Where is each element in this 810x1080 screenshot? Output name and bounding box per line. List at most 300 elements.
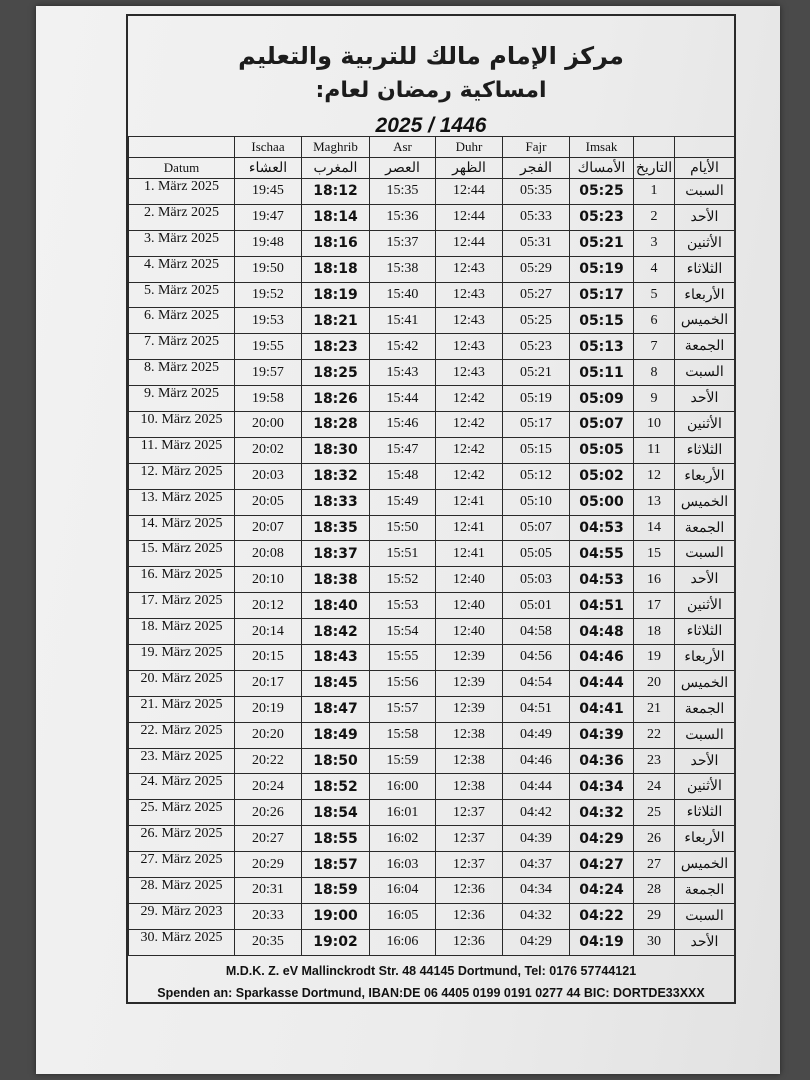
cell-ischaa: 20:26 (235, 800, 302, 826)
cell-maghrib: 18:32 (302, 463, 370, 489)
cell-fajr: 04:46 (503, 748, 570, 774)
header-row-latin (129, 137, 735, 158)
header-maghrib-ar: المغرب (302, 158, 370, 179)
cell-duhr: 12:40 (436, 567, 503, 593)
cell-fajr: 04:56 (503, 645, 570, 671)
header-fajr: Fajr (503, 137, 570, 158)
cell-asr: 15:38 (370, 256, 436, 282)
table-row (129, 748, 735, 774)
table-row (129, 412, 735, 438)
cell-duhr: 12:39 (436, 645, 503, 671)
cell-day: الأثنين (675, 774, 735, 800)
cell-datum: 27. März 2025 (129, 852, 235, 878)
cell-num: 7 (634, 334, 675, 360)
cell-maghrib: 18:57 (302, 852, 370, 878)
cell-asr: 15:47 (370, 437, 436, 463)
prayer-times-table (128, 136, 735, 956)
cell-asr: 16:00 (370, 774, 436, 800)
cell-day: السبت (675, 179, 735, 205)
cell-fajr: 04:54 (503, 670, 570, 696)
cell-asr: 15:50 (370, 515, 436, 541)
cell-datum: 1. März 2025 (129, 179, 235, 205)
cell-ischaa: 20:10 (235, 567, 302, 593)
cell-duhr: 12:42 (436, 386, 503, 412)
cell-datum: 15. März 2025 (129, 541, 235, 567)
cell-maghrib: 18:40 (302, 593, 370, 619)
cell-duhr: 12:43 (436, 308, 503, 334)
cell-day: الثلاثاء (675, 437, 735, 463)
cell-day: الأحد (675, 386, 735, 412)
cell-maghrib: 18:50 (302, 748, 370, 774)
cell-duhr: 12:43 (436, 256, 503, 282)
cell-fajr: 05:01 (503, 593, 570, 619)
cell-ischaa: 19:47 (235, 204, 302, 230)
header-ischaa-ar: العشاء (235, 158, 302, 179)
cell-asr: 16:01 (370, 800, 436, 826)
cell-imsak: 05:02 (570, 463, 634, 489)
cell-num: 1 (634, 179, 675, 205)
cell-maghrib: 18:19 (302, 282, 370, 308)
cell-datum: 18. März 2025 (129, 619, 235, 645)
cell-fajr: 05:12 (503, 463, 570, 489)
cell-num: 11 (634, 437, 675, 463)
cell-ischaa: 20:20 (235, 722, 302, 748)
cell-asr: 15:41 (370, 308, 436, 334)
cell-datum: 20. März 2025 (129, 670, 235, 696)
cell-imsak: 04:39 (570, 722, 634, 748)
cell-datum: 2. März 2025 (129, 204, 235, 230)
cell-datum: 30. März 2025 (129, 929, 235, 955)
cell-day: الخميس (675, 852, 735, 878)
cell-ischaa: 19:50 (235, 256, 302, 282)
cell-imsak: 05:07 (570, 412, 634, 438)
header-blank (675, 137, 735, 158)
cell-day: الثلاثاء (675, 256, 735, 282)
header-asr-ar: العصر (370, 158, 436, 179)
cell-datum: 6. März 2025 (129, 308, 235, 334)
cell-duhr: 12:41 (436, 541, 503, 567)
cell-imsak: 04:19 (570, 929, 634, 955)
table-row (129, 645, 735, 671)
cell-ischaa: 20:15 (235, 645, 302, 671)
cell-imsak: 05:17 (570, 282, 634, 308)
cell-num: 24 (634, 774, 675, 800)
cell-maghrib: 18:52 (302, 774, 370, 800)
cell-duhr: 12:37 (436, 852, 503, 878)
cell-num: 19 (634, 645, 675, 671)
cell-day: الجمعة (675, 696, 735, 722)
cell-num: 14 (634, 515, 675, 541)
cell-fajr: 04:42 (503, 800, 570, 826)
cell-maghrib: 18:35 (302, 515, 370, 541)
cell-imsak: 04:53 (570, 515, 634, 541)
cell-day: الأحد (675, 929, 735, 955)
cell-datum: 24. März 2025 (129, 774, 235, 800)
table-row (129, 282, 735, 308)
cell-fajr: 05:25 (503, 308, 570, 334)
cell-imsak: 05:11 (570, 360, 634, 386)
cell-imsak: 04:32 (570, 800, 634, 826)
cell-duhr: 12:39 (436, 670, 503, 696)
cell-num: 16 (634, 567, 675, 593)
cell-maghrib: 19:00 (302, 903, 370, 929)
cell-num: 2 (634, 204, 675, 230)
cell-asr: 15:58 (370, 722, 436, 748)
cell-num: 22 (634, 722, 675, 748)
cell-duhr: 12:37 (436, 826, 503, 852)
cell-datum: 16. März 2025 (129, 567, 235, 593)
cell-fajr: 04:34 (503, 878, 570, 904)
cell-fajr: 05:15 (503, 437, 570, 463)
cell-datum: 5. März 2025 (129, 282, 235, 308)
cell-ischaa: 20:35 (235, 929, 302, 955)
cell-fajr: 04:44 (503, 774, 570, 800)
cell-day: الأربعاء (675, 282, 735, 308)
cell-imsak: 04:46 (570, 645, 634, 671)
cell-datum: 10. März 2025 (129, 412, 235, 438)
cell-maghrib: 18:23 (302, 334, 370, 360)
cell-fajr: 04:51 (503, 696, 570, 722)
header-datum: Datum (129, 158, 235, 179)
table-row (129, 826, 735, 852)
cell-num: 15 (634, 541, 675, 567)
table-row (129, 541, 735, 567)
cell-duhr: 12:38 (436, 774, 503, 800)
cell-ischaa: 20:17 (235, 670, 302, 696)
cell-ischaa: 20:00 (235, 412, 302, 438)
cell-asr: 15:49 (370, 489, 436, 515)
cell-ischaa: 20:07 (235, 515, 302, 541)
cell-num: 8 (634, 360, 675, 386)
cell-maghrib: 18:45 (302, 670, 370, 696)
cell-day: الجمعة (675, 515, 735, 541)
footer-address: M.D.K. Z. eV Mallinckrodt Str. 48 44145 Dortmund, Tel: 0176 57744121 (225, 964, 637, 978)
cell-asr: 15:55 (370, 645, 436, 671)
cell-num: 29 (634, 903, 675, 929)
cell-duhr: 12:43 (436, 334, 503, 360)
cell-ischaa: 19:53 (235, 308, 302, 334)
cell-asr: 16:04 (370, 878, 436, 904)
cell-maghrib: 18:12 (302, 179, 370, 205)
header-days-ar: الأيام (675, 158, 735, 179)
cell-datum: 4. März 2025 (129, 256, 235, 282)
footer (128, 960, 734, 1004)
cell-datum: 26. März 2025 (129, 826, 235, 852)
header-ischaa: Ischaa (235, 137, 302, 158)
cell-ischaa: 19:57 (235, 360, 302, 386)
cell-ischaa: 20:08 (235, 541, 302, 567)
cell-day: الخميس (675, 489, 735, 515)
cell-datum: 13. März 2025 (129, 489, 235, 515)
cell-fajr: 04:49 (503, 722, 570, 748)
cell-ischaa: 20:29 (235, 852, 302, 878)
cell-fajr: 05:21 (503, 360, 570, 386)
cell-duhr: 12:42 (436, 412, 503, 438)
cell-duhr: 12:44 (436, 230, 503, 256)
header-imsak: Imsak (570, 137, 634, 158)
cell-day: الثلاثاء (675, 619, 735, 645)
cell-duhr: 12:43 (436, 360, 503, 386)
table-row (129, 619, 735, 645)
cell-maghrib: 18:25 (302, 360, 370, 386)
cell-datum: 3. März 2025 (129, 230, 235, 256)
cell-duhr: 12:41 (436, 515, 503, 541)
footer-bank-details: Spenden an: Sparkasse Dortmund, IBAN:DE 06 4405 0199 0191 0277 44 BIC: DORTDE33XXX (157, 986, 705, 1000)
cell-imsak: 05:00 (570, 489, 634, 515)
cell-asr: 15:52 (370, 567, 436, 593)
cell-day: السبت (675, 903, 735, 929)
cell-datum: 17. März 2025 (129, 593, 235, 619)
cell-day: الأربعاء (675, 826, 735, 852)
cell-num: 26 (634, 826, 675, 852)
cell-day: الخميس (675, 308, 735, 334)
cell-ischaa: 20:27 (235, 826, 302, 852)
cell-datum: 11. März 2025 (129, 437, 235, 463)
table-row (129, 929, 735, 955)
cell-ischaa: 19:58 (235, 386, 302, 412)
cell-duhr: 12:37 (436, 800, 503, 826)
cell-asr: 15:57 (370, 696, 436, 722)
cell-asr: 15:46 (370, 412, 436, 438)
cell-duhr: 12:40 (436, 593, 503, 619)
table-row (129, 179, 735, 205)
cell-imsak: 05:05 (570, 437, 634, 463)
cell-maghrib: 18:30 (302, 437, 370, 463)
cell-duhr: 12:36 (436, 929, 503, 955)
cell-day: الأربعاء (675, 463, 735, 489)
cell-duhr: 12:42 (436, 437, 503, 463)
cell-datum: 7. März 2025 (129, 334, 235, 360)
cell-fajr: 05:31 (503, 230, 570, 256)
cell-maghrib: 18:28 (302, 412, 370, 438)
cell-num: 30 (634, 929, 675, 955)
cell-fajr: 05:17 (503, 412, 570, 438)
cell-imsak: 05:19 (570, 256, 634, 282)
cell-duhr: 12:39 (436, 696, 503, 722)
cell-ischaa: 20:19 (235, 696, 302, 722)
cell-fajr: 04:32 (503, 903, 570, 929)
cell-asr: 15:36 (370, 204, 436, 230)
cell-ischaa: 20:24 (235, 774, 302, 800)
cell-maghrib: 18:21 (302, 308, 370, 334)
cell-ischaa: 19:52 (235, 282, 302, 308)
cell-imsak: 04:51 (570, 593, 634, 619)
cell-imsak: 04:29 (570, 826, 634, 852)
cell-datum: 14. März 2025 (129, 515, 235, 541)
cell-fajr: 05:07 (503, 515, 570, 541)
cell-fajr: 04:58 (503, 619, 570, 645)
cell-num: 21 (634, 696, 675, 722)
cell-num: 6 (634, 308, 675, 334)
table-row (129, 489, 735, 515)
cell-fajr: 05:35 (503, 179, 570, 205)
cell-day: الجمعة (675, 878, 735, 904)
cell-asr: 16:02 (370, 826, 436, 852)
cell-datum: 28. März 2025 (129, 878, 235, 904)
cell-datum: 25. März 2025 (129, 800, 235, 826)
cell-asr: 15:56 (370, 670, 436, 696)
header-duhr: Duhr (436, 137, 503, 158)
cell-imsak: 04:44 (570, 670, 634, 696)
table-row (129, 903, 735, 929)
cell-maghrib: 18:59 (302, 878, 370, 904)
cell-ischaa: 20:33 (235, 903, 302, 929)
cell-num: 28 (634, 878, 675, 904)
year-label: 2025 / 1446 (375, 114, 487, 137)
cell-maghrib: 18:26 (302, 386, 370, 412)
table-row (129, 256, 735, 282)
cell-duhr: 12:40 (436, 619, 503, 645)
header-blank (634, 137, 675, 158)
header-imsak-ar: الأمساك (570, 158, 634, 179)
table-row (129, 515, 735, 541)
cell-asr: 15:53 (370, 593, 436, 619)
cell-ischaa: 19:45 (235, 179, 302, 205)
cell-maghrib: 18:18 (302, 256, 370, 282)
cell-num: 25 (634, 800, 675, 826)
table-row (129, 308, 735, 334)
table-row (129, 204, 735, 230)
cell-num: 13 (634, 489, 675, 515)
cell-imsak: 04:34 (570, 774, 634, 800)
cell-duhr: 12:38 (436, 722, 503, 748)
header-date-ar: التاريخ (634, 158, 675, 179)
cell-asr: 15:43 (370, 360, 436, 386)
cell-imsak: 04:48 (570, 619, 634, 645)
cell-num: 3 (634, 230, 675, 256)
cell-day: الأحد (675, 567, 735, 593)
cell-fajr: 05:10 (503, 489, 570, 515)
cell-duhr: 12:36 (436, 878, 503, 904)
table-body (129, 179, 735, 956)
cell-imsak: 04:22 (570, 903, 634, 929)
cell-asr: 16:05 (370, 903, 436, 929)
cell-duhr: 12:42 (436, 463, 503, 489)
cell-imsak: 05:23 (570, 204, 634, 230)
table-row (129, 852, 735, 878)
cell-duhr: 12:44 (436, 204, 503, 230)
cell-duhr: 12:41 (436, 489, 503, 515)
cell-ischaa: 20:05 (235, 489, 302, 515)
cell-imsak: 05:13 (570, 334, 634, 360)
cell-maghrib: 18:47 (302, 696, 370, 722)
cell-asr: 15:59 (370, 748, 436, 774)
cell-fajr: 05:05 (503, 541, 570, 567)
cell-num: 17 (634, 593, 675, 619)
table-row (129, 463, 735, 489)
cell-ischaa: 20:12 (235, 593, 302, 619)
cell-datum: 21. März 2025 (129, 696, 235, 722)
cell-fajr: 04:39 (503, 826, 570, 852)
cell-num: 9 (634, 386, 675, 412)
table-row (129, 230, 735, 256)
cell-imsak: 04:41 (570, 696, 634, 722)
cell-ischaa: 20:22 (235, 748, 302, 774)
header-duhr-ar: الظهر (436, 158, 503, 179)
cell-maghrib: 18:42 (302, 619, 370, 645)
cell-imsak: 05:09 (570, 386, 634, 412)
table-row (129, 360, 735, 386)
cell-fajr: 05:19 (503, 386, 570, 412)
cell-maghrib: 18:43 (302, 645, 370, 671)
cell-imsak: 05:25 (570, 179, 634, 205)
cell-asr: 15:54 (370, 619, 436, 645)
cell-num: 23 (634, 748, 675, 774)
cell-asr: 15:48 (370, 463, 436, 489)
table-row (129, 567, 735, 593)
cell-day: الأثنين (675, 230, 735, 256)
cell-day: الثلاثاء (675, 800, 735, 826)
table-row (129, 878, 735, 904)
cell-maghrib: 18:49 (302, 722, 370, 748)
cell-maghrib: 18:54 (302, 800, 370, 826)
cell-duhr: 12:44 (436, 179, 503, 205)
cell-day: الخميس (675, 670, 735, 696)
cell-datum: 29. März 2023 (129, 903, 235, 929)
cell-asr: 15:37 (370, 230, 436, 256)
table-row (129, 774, 735, 800)
cell-imsak: 05:21 (570, 230, 634, 256)
table-row (129, 670, 735, 696)
ramadan-subtitle: امساكية رمضان لعام: (315, 78, 547, 103)
header-row-arabic (129, 158, 735, 179)
cell-imsak: 04:53 (570, 567, 634, 593)
cell-day: الجمعة (675, 334, 735, 360)
cell-fajr: 05:03 (503, 567, 570, 593)
header-maghrib: Maghrib (302, 137, 370, 158)
cell-asr: 15:44 (370, 386, 436, 412)
cell-ischaa: 20:31 (235, 878, 302, 904)
cell-day: الأربعاء (675, 645, 735, 671)
cell-maghrib: 18:37 (302, 541, 370, 567)
timetable-sheet (36, 6, 780, 1074)
cell-ischaa: 20:14 (235, 619, 302, 645)
header-blank (129, 137, 235, 158)
cell-num: 5 (634, 282, 675, 308)
cell-ischaa: 20:02 (235, 437, 302, 463)
cell-fajr: 05:29 (503, 256, 570, 282)
cell-duhr: 12:43 (436, 282, 503, 308)
table-row (129, 334, 735, 360)
cell-fajr: 04:29 (503, 929, 570, 955)
cell-num: 4 (634, 256, 675, 282)
cell-maghrib: 18:16 (302, 230, 370, 256)
cell-asr: 15:51 (370, 541, 436, 567)
table-row (129, 593, 735, 619)
cell-num: 27 (634, 852, 675, 878)
cell-asr: 16:03 (370, 852, 436, 878)
cell-day: الأحد (675, 748, 735, 774)
cell-imsak: 04:55 (570, 541, 634, 567)
cell-imsak: 05:15 (570, 308, 634, 334)
cell-num: 12 (634, 463, 675, 489)
table-row (129, 386, 735, 412)
cell-maghrib: 18:14 (302, 204, 370, 230)
cell-imsak: 04:27 (570, 852, 634, 878)
cell-datum: 22. März 2025 (129, 722, 235, 748)
cell-imsak: 04:24 (570, 878, 634, 904)
cell-datum: 19. März 2025 (129, 645, 235, 671)
cell-day: السبت (675, 360, 735, 386)
cell-maghrib: 19:02 (302, 929, 370, 955)
cell-datum: 12. März 2025 (129, 463, 235, 489)
cell-num: 10 (634, 412, 675, 438)
cell-datum: 9. März 2025 (129, 386, 235, 412)
cell-num: 20 (634, 670, 675, 696)
cell-asr: 15:42 (370, 334, 436, 360)
cell-imsak: 04:36 (570, 748, 634, 774)
cell-maghrib: 18:38 (302, 567, 370, 593)
